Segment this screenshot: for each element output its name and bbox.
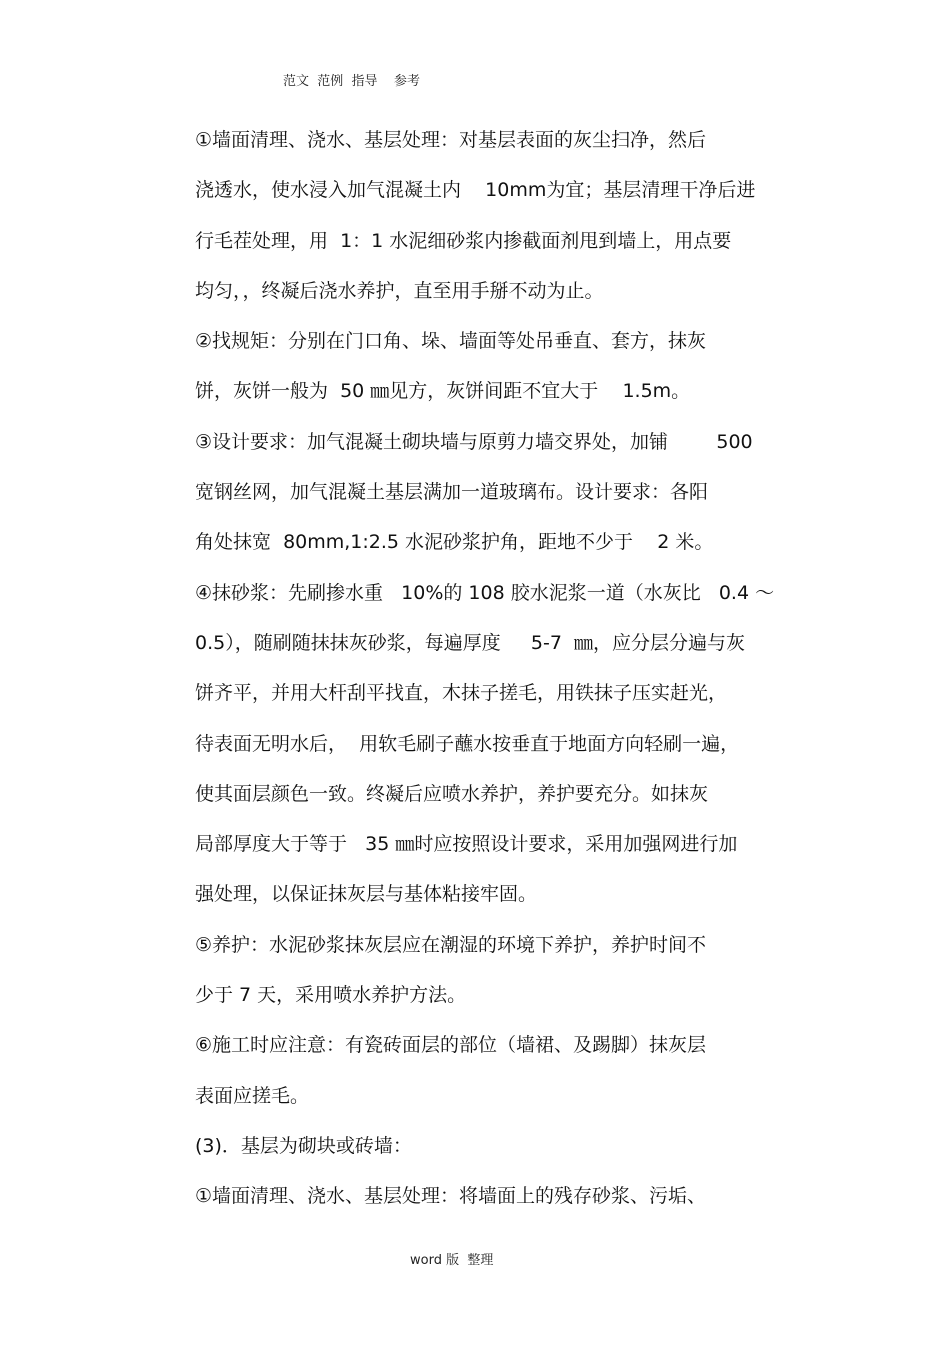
body-line: 表面应搓毛。 <box>195 1084 310 1107</box>
body-line: 浇透水，使水浸入加气混凝土内 10mm为宜；基层清理干净后进 <box>195 179 756 202</box>
body-line: (3)．基层为砌块或砖墙： <box>195 1134 412 1157</box>
body-line: ①墙面清理、浇水、基层处理：对基层表面的灰尘扫净，然后 <box>195 129 707 151</box>
document-body <box>195 122 835 1229</box>
body-line: ⑥施工时应注意：有瓷砖面层的部位（墙裙、及踢脚）抹灰层 <box>195 1034 707 1057</box>
body-line: ④抹砂浆：先刷掺水重 10%的 108 胶水泥浆一道（水灰比 0.4 ～ <box>195 581 775 604</box>
body-line: 均匀，，终凝后浇水养护，直至用手掰不动为止。 <box>195 279 604 302</box>
body-line: 使其面层颜色一致。终凝后应喷水养护，养护要充分。如抹灰 <box>195 782 709 805</box>
body-line: ②找规矩：分别在门口角、垛、墙面等处吊垂直、套方，抹灰 <box>195 330 707 353</box>
body-line: 0.5），随刷随抹抹灰砂浆，每遍厚度 5-7 ㎜，应分层分遍与灰 <box>195 631 746 654</box>
body-line: ⑤养护：水泥砂浆抹灰层应在潮湿的环境下养护，养护时间不 <box>195 933 707 956</box>
body-line: 强处理，以保证抹灰层与基体粘接牢固。 <box>195 883 538 906</box>
body-line: 饼，灰饼一般为 50 ㎜见方，灰饼间距不宜大于 1.5m。 <box>195 380 691 403</box>
body-line: 角处抹宽 80mm,1:2.5 水泥砂浆护角，距地不少于 2 米。 <box>195 531 714 554</box>
body-line: 行毛茬处理，用 1：1 水泥细砂浆内掺截面剂甩到墙上，用点要 <box>195 229 732 252</box>
body-line: ①墙面清理、浇水、基层处理：将墙面上的残存砂浆、污垢、 <box>195 1185 707 1208</box>
body-line: 局部厚度大于等于 35 ㎜时应按照设计要求，采用加强网进行加 <box>195 833 738 856</box>
page-footer: word 版 整理 <box>410 1253 494 1268</box>
body-line: 待表面无明水后， 用软毛刷子蘸水按垂直于地面方向轻刷一遍， <box>195 732 740 755</box>
body-line: 饼齐平，并用大杆刮平找直，木抹子搓毛，用铁抹子压实赶光， <box>195 682 728 705</box>
body-line: 少于 7 天，采用喷水养护方法。 <box>195 984 467 1007</box>
body-line: ③设计要求：加气混凝土砌块墙与原剪力墙交界处，加铺 500 <box>195 430 753 453</box>
page-header: 范文 范例 指导 参考 <box>283 74 421 89</box>
body-line: 宽钢丝网，加气混凝土基层满加一道玻璃布。设计要求：各阳 <box>195 481 709 504</box>
